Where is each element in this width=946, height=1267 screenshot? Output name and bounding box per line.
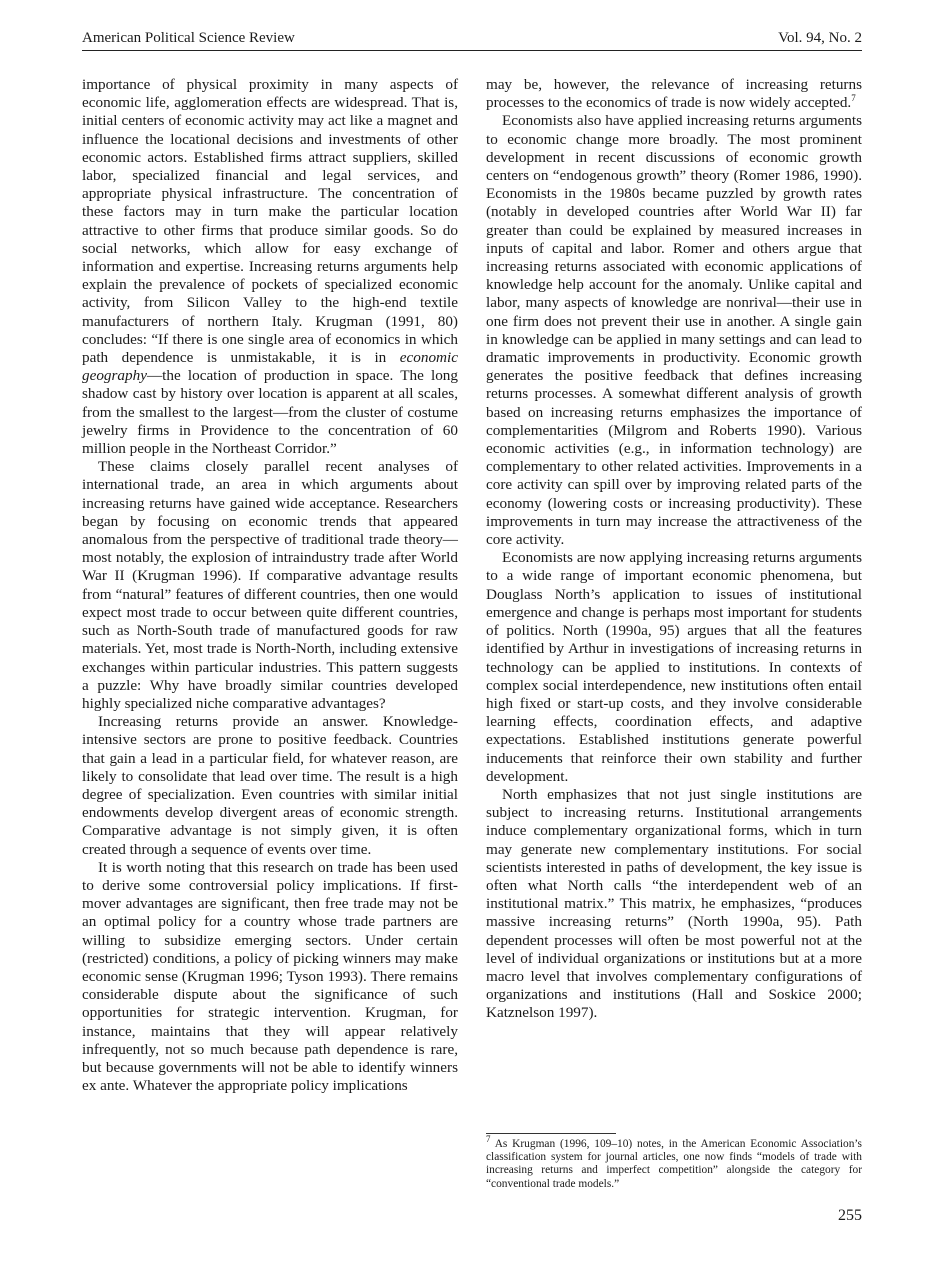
volume-issue: Vol. 94, No. 2 [778,30,862,46]
left-column [82,76,458,1095]
journal-title: American Political Science Review [82,30,295,46]
running-header [82,28,862,51]
paragraph: importance of physical proximity in many aspects of economic life, agglomeration effects are widespread. That is, initial centers of economic activity may act like a magnet and influence the locational decisions and investments of other economic actors. Established firms attract suppliers, skilled labor, specialized financial and legal services, and appropriate physical infrastructure. The concentration of these factors may in turn make the particular location attractive to other firms that produce similar goods. So do social networks, which allow for easy exchange of information and expertise. Increasing returns arguments help explain the prevalence of pockets of specialized economic activity, from Silicon Valley to the high-end textile manufacturers of northern Italy. Krugman (1991, 80) concludes: “If there is one single area of economics in which path dependence is unmistakable, it is in economic geography—the location of production in space. The long shadow cast by history over location is apparent at all scales, from the smallest to the largest—from the cluster of costume jewelry firms in Providence to the concentration of 60 million people in the Northeast Corridor.” [82,76,458,458]
paragraph: Increasing returns provide an answer. Knowledge-intensive sectors are prone to positive feedback. Countries that gain a lead in a particular field, for whatever reason, are likely to consolidate that lead over time. The result is a high degree of specialization. Even countries with similar initial endowments develop divergent areas of economic strength. Comparative advantage is not simply given, it is often created through a sequence of events over time. [82,713,458,858]
paragraph: Economists also have applied increasing returns arguments to economic change more broadly. The most prominent development in recent discussions of economic growth centers on “endogenous growth” theory (Romer 1986, 1990). Economists in the 1980s became puzzled by growth rates (notably in developed countries after World War II) far greater than could be explained by measured increases in inputs of capital and labor. Romer and others argue that increasing returns associated with economic applications of knowledge help account for the anomaly. Unlike capital and labor, many aspects of knowledge are nonrival—their use in one firm does not prevent their use in another. A single gain in knowledge can be applied in many settings and can lead to dramatic improvements in productivity. Economic growth generates the positive feedback that defines increasing returns processes. A somewhat different analysis of growth based on increasing returns emphasizes the importance of complementarities (Milgrom and Roberts 1990). Various economic activities (e.g., in information technology) are complementary to other related activities. Improvements in a core activity can spill over by improving related parts of the economy (lowering costs or increasing productivity). These improvements in turn may increase the attractiveness of the core activity. [486,112,862,549]
paragraph: These claims closely parallel recent analyses of international trade, an area in which arguments about increasing returns have gained wide acceptance. Researchers began by focusing on economic trends that appeared anomalous from the perspective of traditional trade theory—most notably, the explosion of intraindustry trade after World War II (Krugman 1996). If comparative advantage results from “natural” features of different countries, then one would expect most trade to occur between quite different countries, such as North-South trade of manufactured goods for raw materials. Yet, most trade is North-North, including extensive exchanges within particular industries. This pattern suggests a puzzle: Why have broadly similar countries developed highly specialized niche comparative advantages? [82,458,458,712]
paragraph: Economists are now applying increasing returns arguments to a wide range of important economic phenomena, but Douglass North’s application to issues of institutional emergence and change is perhaps most important for students of politics. North (1990a, 95) argues that all the features identified by Arthur in investigations of increasing returns in technology can be applied to institutions. In contexts of complex social interdependence, new institutions often entail high fixed or start-up costs, and they involve considerable learning effects, coordination effects, and adaptive expectations. Established institutions generate powerful inducements that reinforce their own stability and further development. [486,549,862,785]
paragraph: North emphasizes that not just single institutions are subject to increasing returns. Institutional arrangements induce complementary organizational forms, which in turn may generate new complementary institutions. For social scientists interested in paths of development, the key issue is often what North calls “the interdependent web of an institutional matrix.” This matrix, he emphasizes, “produces massive increasing returns” (North 1990a, 95). Path dependent processes will often be most powerful not at the level of individual organizations or institutions but at a more macro level that involves complementary configurations of organizations and institutions (Hall and Soskice 2000; Katznelson 1997). [486,785,862,1022]
paragraph: It is worth noting that this research on trade has been used to derive some controversial policy implications. If first-mover advantages are significant, then free trade may not be an optimal policy for a country whose trade partners are willing to subsidize emerging sectors. Under certain (restricted) conditions, a policy of picking winners may make economic sense (Krugman 1996; Tyson 1993). There remains considerable dispute about the significance of such opportunities for strategic intervention. Krugman, for instance, maintains that they will appear relatively infrequently, not so much because path dependence is rare, but because governments will not be able to identify winners ex ante. Whatever the appropriate policy implications [82,858,458,1095]
footnote-ref: 7 [851,93,856,104]
footnote [486,1134,862,1191]
footnote-mark: 7 [486,1134,491,1145]
italic-phrase: economic geography [82,349,458,385]
right-column [486,76,862,1023]
page-number: 255 [838,1207,862,1224]
footnote-divider [486,1133,616,1134]
footnote-text: As Krugman (1996, 109–10) notes, in the American Economic Association’s classification system for journal articles, one now finds “models of trade with increasing returns and imperfect competition” alongside the category for “conventional trade models.” [486,1138,862,1190]
paragraph: may be, however, the relevance of increasing returns processes to the economics of trade is now widely accepted.$^7$ [486,76,862,112]
